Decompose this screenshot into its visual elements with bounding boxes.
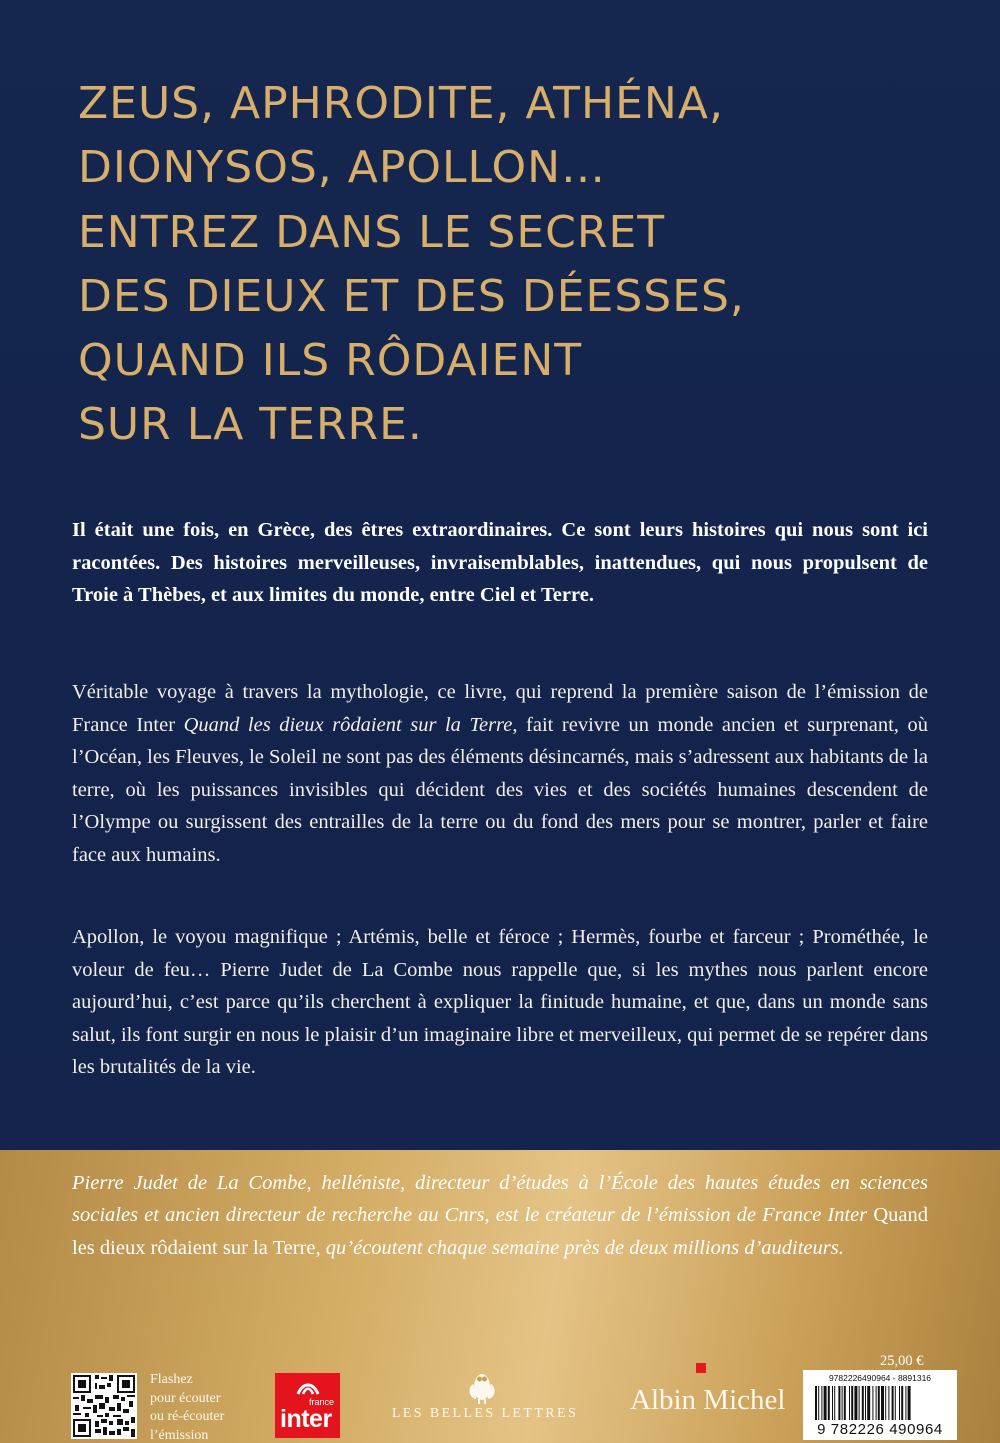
headline-line: ENTREZ DANS LE SECRET [78,206,666,258]
qr-caption-line: Flashez [150,1372,193,1387]
france-inter-small-text: france [308,1397,334,1407]
description-text-before: Véritable voyage à travers la mythologie, ce livre, qui reprend la première saison de l’émission de France Inter [72,681,928,736]
france-inter-wave-icon [295,1378,321,1398]
albin-michel-logo: Albin Michel [630,1384,786,1416]
bio-show-title: Quand les dieux rôdaient sur la Terre, [72,1204,928,1259]
headline-line: QUAND ILS RÔDAIENT [78,335,583,387]
qr-code-icon [71,1373,137,1439]
headline-line: DIONYSOS, APOLLON… [78,142,607,194]
headline-line: DES DIEUX ET DES DÉESSES, [78,270,745,322]
intro-paragraph: Il était une fois, en Grèce, des êtres extraordinaires. Ce sont leurs histoires qui nous sont ici racontées. Des histoires merveilleuses, invraisemblables, inattendues, qui nous propulsent de Troie à Thèbes, et aux limites du monde, entre Ciel et Terre. [72,519,928,607]
headline-line: ZEUS, APHRODITE, ATHÉNA, [78,78,724,129]
qr-caption [150,1371,224,1443]
bio-text-after: qu’écoutent chaque semaine près de deux millions d’auditeurs. [320,1236,844,1259]
barcode [803,1370,957,1440]
owl-icon [462,1368,502,1406]
qr-caption-line: l’émission [150,1427,209,1443]
show-title: Quand les dieux rôdaient sur la Terre, [183,713,518,736]
description-text-after: fait revivre un monde ancien et surprenant, où l’Océan, les Fleuves, le Soleil ne sont pas des éléments désincarnés, mais s’adressent aux habitants de la terre, où les puissances invisibles qui décident des vies et des sociétés humaines descendent de l’Olympe ou surgissent des entrailles de la terre ou du fond des mers pour se montrer, parler et faire face aux humains. [72,713,928,866]
qr-caption-line: ou ré-écouter [150,1409,225,1424]
headline-line: SUR LA TERRE. [78,399,423,451]
headline [78,72,958,458]
isbn-top: 9782226490964 - 8891316 [828,1373,932,1383]
description-paragraph [72,676,928,872]
author-bio [72,1167,928,1264]
belles-lettres-logo: LES BELLES LETTRES [391,1406,579,1421]
isbn-bottom: 9 782226 490964 [817,1421,943,1438]
summary-paragraph: Apollon, le voyou magnifique ; Artémis, belle et féroce ; Hermès, fourbe et farceur ; Prométhée, le voleur de feu… Pierre Judet de La Combe nous rappelle que, si les mythes nous parlent encore aujourd’hui, c’est parce qu’ils cherchent à expliquer la finitude humaine, et que, dans un monde sans salut, ils font surgir en nous le plaisir d’un imaginaire libre et merveilleux, qui permet de se repérer dans les brutalités de la vie. [72,926,928,1079]
price: 25,00 € [880,1353,924,1369]
france-inter-logo [275,1373,340,1438]
qr-code[interactable] [71,1373,137,1439]
france-inter-big-text: inter [280,1405,332,1433]
barcode-bars-icon [815,1386,945,1420]
bio-text-before: Pierre Judet de La Combe, helléniste, directeur d’études à l’École des hautes études en sciences sociales et ancien directeur de recherche au Cnrs, est le créateur de l’émission de France Inter [72,1172,928,1227]
albin-michel-square-icon [696,1363,706,1373]
qr-caption-line: pour écouter [150,1390,221,1406]
